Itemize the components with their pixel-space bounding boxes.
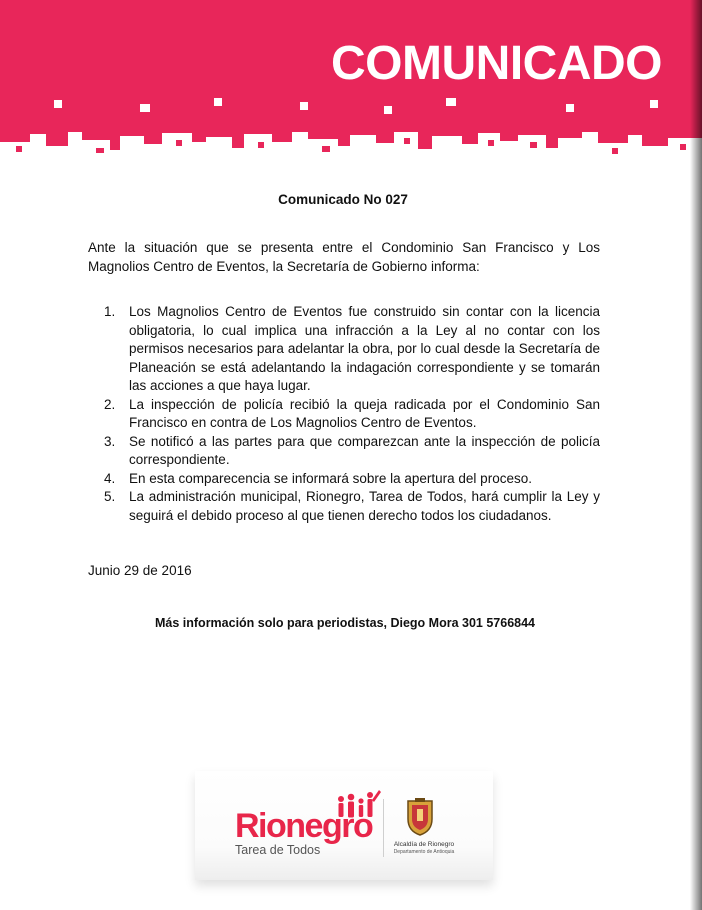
footer-logo-card: [195, 771, 493, 880]
list-item-text: Se notificó a las partes para que comparezcan ante la inspección de policía correspondiente.: [129, 433, 600, 467]
list-item-number: 5.: [104, 489, 116, 504]
statement-list: [104, 303, 600, 525]
list-item-text: La inspección de policía recibió la queja radicada por el Condominio San Francisco en contra de Los Magnolios Centro de Eventos.: [129, 396, 600, 430]
list-item: [104, 303, 600, 396]
list-item-text: Los Magnolios Centro de Eventos fue construido sin contar con la licencia obligatoria, lo cual implica una infracción a la Ley al no contar con los permisos necesarios para adelantar la obra, por lo cual desde la Secretaría de Planeación se está adelantando la indagación correspondiente y se tomarán las acciones a que haya lugar.: [129, 304, 600, 393]
document-number: Comunicado No 027: [278, 192, 408, 207]
list-item: [104, 396, 600, 433]
list-item-text: En esta comparecencia se informará sobre la apertura del proceso.: [129, 470, 532, 486]
list-item-number: 2.: [104, 396, 116, 412]
list-item-number: 4.: [104, 470, 116, 486]
document-date: Junio 29 de 2016: [88, 563, 192, 578]
list-item: [104, 488, 600, 525]
page-edge-shadow: [690, 0, 702, 910]
list-item: [104, 433, 600, 470]
press-contact: Más información solo para periodistas, Diego Mora 301 5766844: [155, 616, 535, 630]
municipal-crest-icon: [405, 797, 435, 837]
list-item: [104, 470, 600, 489]
office-department: Departamento de Antioquia: [393, 849, 455, 855]
intro-paragraph: Ante la situación que se presenta entre el Condominio San Francisco y Los Magnolios Centro de Eventos, la Secretaría de Gobierno informa:: [88, 240, 600, 274]
banner-title: COMUNICADO: [331, 37, 662, 90]
list-item-number: 1.: [104, 304, 116, 319]
header-banner: [0, 0, 702, 165]
brand-wordmark: Rionegro: [235, 807, 373, 845]
office-name: Alcaldía de Rionegro: [393, 841, 455, 848]
list-item-number: 3.: [104, 433, 116, 449]
logo-divider: [383, 799, 384, 857]
brand-tagline: Tarea de Todos: [235, 843, 321, 857]
list-item-text: La administración municipal, Rionegro, Tarea de Todos, hará cumplir la Ley y seguirá el debido proceso al que tienen derecho todos los ciudadanos.: [129, 489, 600, 523]
